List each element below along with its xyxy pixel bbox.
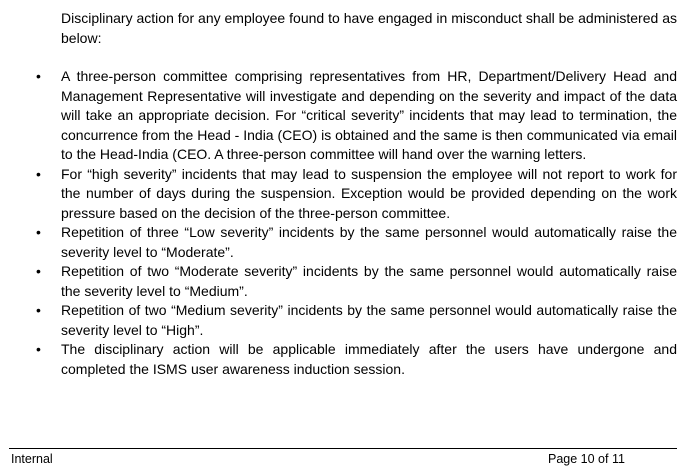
bullet-icon: • <box>36 302 41 318</box>
list-item-text: Repetition of two “Medium severity” incidents by the same personnel would automatically raise the severity level to “High”. <box>61 302 677 338</box>
list-item-text: Repetition of two “Moderate severity” incidents by the same personnel would automatically raise the severity level to “Medium”. <box>61 263 677 299</box>
list-item-text: The disciplinary action will be applicable immediately after the users have undergone and completed the ISMS user awareness induction session. <box>61 341 677 377</box>
bullet-icon: • <box>36 224 41 240</box>
intro-paragraph: Disciplinary action for any employee found to have engaged in misconduct shall be administered as below: <box>61 10 677 46</box>
bullet-icon: • <box>36 165 41 182</box>
bullet-icon: • <box>36 263 41 279</box>
list-item-text: Repetition of three “Low severity” incidents by the same personnel would automatically raise the severity level to “Moderate”. <box>61 224 677 260</box>
list-item-text: For “high severity” incidents that may lead to suspension the employee will not report to work for the number of days during the suspension. Exception would be provided depending on the work pressure based on the decision of the three-person committee. <box>61 165 677 221</box>
disciplinary-action-list <box>36 67 677 379</box>
footer-classification: Internal <box>11 452 53 466</box>
bullet-icon: • <box>36 341 41 357</box>
list-item <box>36 301 677 340</box>
list-item <box>36 223 677 262</box>
footer-divider <box>9 448 677 449</box>
bullet-icon: • <box>36 68 41 84</box>
list-item <box>36 340 677 379</box>
list-item-text: A three-person committee comprising representatives from HR, Department/Delivery Head and Management Representative will investigate and depending on the severity and impact of the data will take an appropriate decision. For “critical severity” incidents that may lead to termination, the concurrence from the Head - India (CEO) is obtained and the same is then communicated via email to the Head-India (CEO. A three-person committee will hand over the warning letters. <box>61 68 677 162</box>
list-item <box>36 67 677 165</box>
list-item <box>36 165 677 224</box>
page-number: Page 10 of 11 <box>548 452 625 466</box>
list-item <box>36 262 677 301</box>
